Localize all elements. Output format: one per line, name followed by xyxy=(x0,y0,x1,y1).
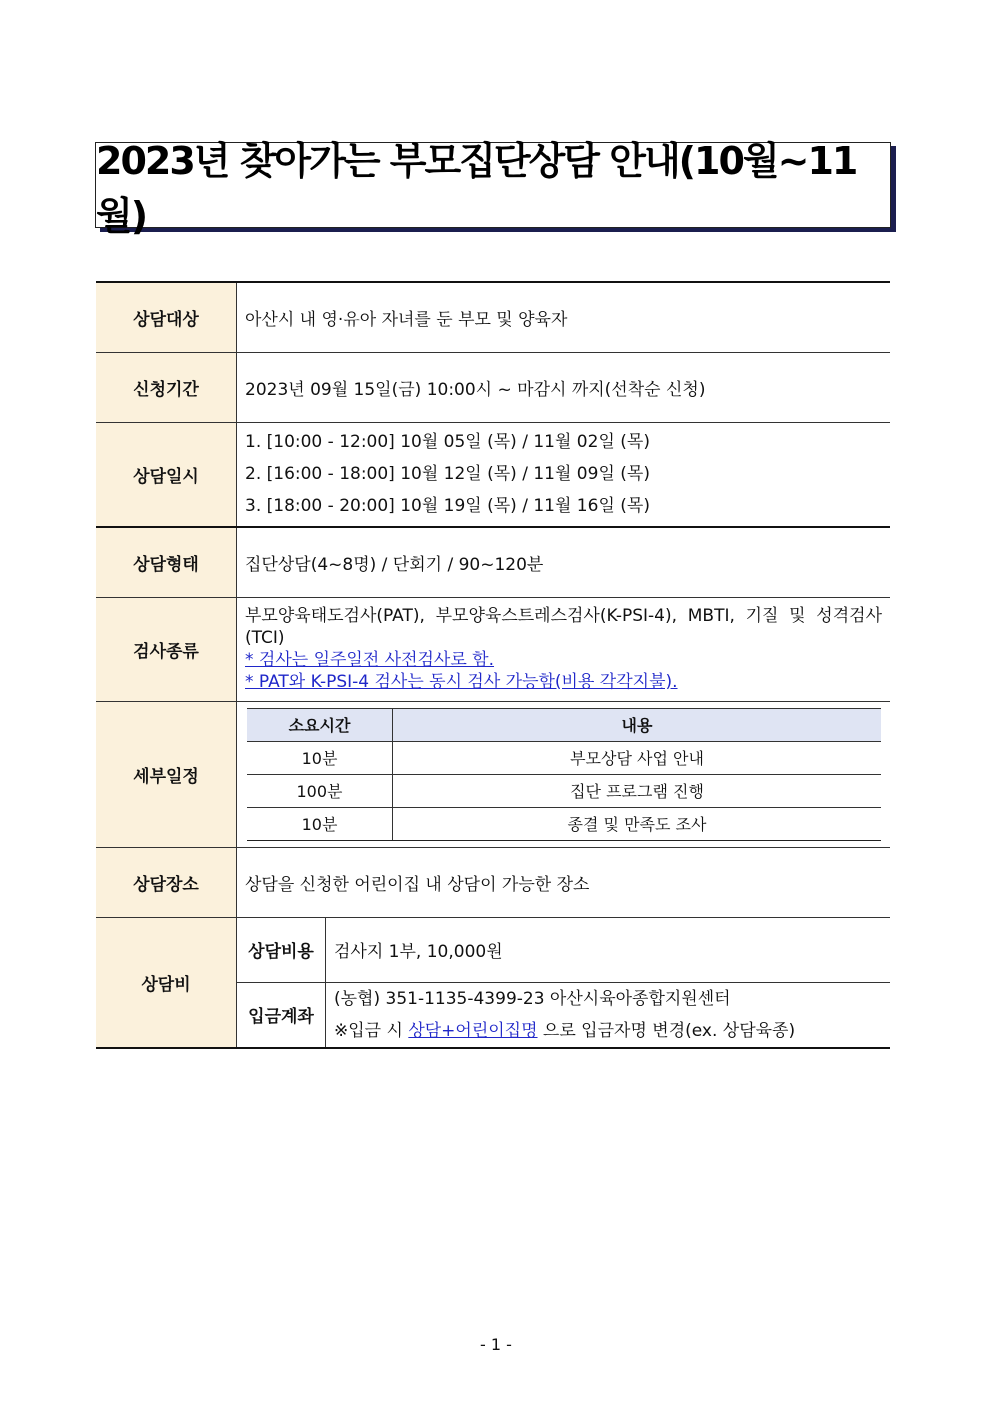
tests-list: 부모양육태도검사(PAT), 부모양육스트레스검사(K-PSI-4), MBTI, 기질 및 성격검사(TCI) xyxy=(245,606,882,648)
date-line: 2. [16:00 - 18:00] 10월 12일 (목) / 11월 09일 (목) xyxy=(245,464,650,485)
value-format: 집단상담(4~8명) / 단회기 / 90~120분 xyxy=(237,527,891,597)
schedule-content: 종결 및 만족도 조사 xyxy=(393,807,882,840)
schedule-row xyxy=(247,807,881,840)
date-line: 1. [10:00 - 12:00] 10월 05일 (목) / 11월 02일 (목) xyxy=(245,432,650,453)
value-account xyxy=(326,982,891,1048)
label-fee: 상담비 xyxy=(96,917,237,1048)
row-apply xyxy=(96,352,890,422)
info-table xyxy=(96,281,890,1049)
label-target: 상담대상 xyxy=(96,282,237,352)
label-account: 입금계좌 xyxy=(237,982,326,1048)
value-tests xyxy=(237,597,891,701)
value-schedule xyxy=(237,701,891,847)
deposit-note xyxy=(334,1015,882,1047)
value-target: 아산시 내 영·유아 자녀를 둔 부모 및 양육자 xyxy=(237,282,891,352)
schedule-content: 부모상담 사업 안내 xyxy=(393,741,882,774)
schedule-header-content: 내용 xyxy=(393,708,882,741)
label-dates: 상담일시 xyxy=(96,422,237,527)
value-apply: 2023년 09월 15일(금) 10:00시 ~ 마감시 까지(선착순 신청) xyxy=(237,352,891,422)
row-fee-cost xyxy=(96,917,890,982)
value-place: 상담을 신청한 어린이집 내 상담이 가능한 장소 xyxy=(237,847,891,917)
schedule-time: 10분 xyxy=(247,807,393,840)
schedule-table xyxy=(247,708,881,841)
row-target xyxy=(96,282,890,352)
schedule-time: 100분 xyxy=(247,774,393,807)
deposit-suffix: 으로 입금자명 변경(ex. 상담육종) xyxy=(537,1020,796,1041)
schedule-content: 집단 프로그램 진행 xyxy=(393,774,882,807)
schedule-row xyxy=(247,741,881,774)
tests-note: * 검사는 일주일전 사전검사로 함. xyxy=(245,650,495,670)
account-number: (농협) 351-1135-4399-23 아산시육아종합지원센터 xyxy=(334,988,731,1009)
title-box xyxy=(95,139,891,238)
page-number: - 1 - xyxy=(480,1335,512,1354)
deposit-prefix: ※입금 시 xyxy=(334,1020,409,1041)
label-cost: 상담비용 xyxy=(237,917,326,982)
row-dates xyxy=(96,422,890,527)
label-tests: 검사종류 xyxy=(96,597,237,701)
schedule-header xyxy=(247,708,881,741)
page-title: 2023년 찾아가는 부모집단상담 안내(10월~11월) xyxy=(96,139,857,238)
row-tests xyxy=(96,597,890,701)
tests-note: * PAT와 K-PSI-4 검사는 동시 검사 가능함(비용 각각지불). xyxy=(245,672,678,692)
label-format: 상담형태 xyxy=(96,527,237,597)
schedule-row xyxy=(247,774,881,807)
value-dates xyxy=(237,422,891,527)
date-line: 3. [18:00 - 20:00] 10월 19일 (목) / 11월 16일 (목) xyxy=(245,496,650,517)
label-place: 상담장소 xyxy=(96,847,237,917)
deposit-highlight: 상담+어린이집명 xyxy=(408,1020,538,1041)
schedule-time: 10분 xyxy=(247,741,393,774)
label-apply: 신청기간 xyxy=(96,352,237,422)
row-schedule xyxy=(96,701,890,847)
schedule-header-time: 소요시간 xyxy=(247,708,393,741)
value-cost: 검사지 1부, 10,000원 xyxy=(326,917,891,982)
label-schedule: 세부일정 xyxy=(96,701,237,847)
row-place xyxy=(96,847,890,917)
row-format xyxy=(96,527,890,597)
